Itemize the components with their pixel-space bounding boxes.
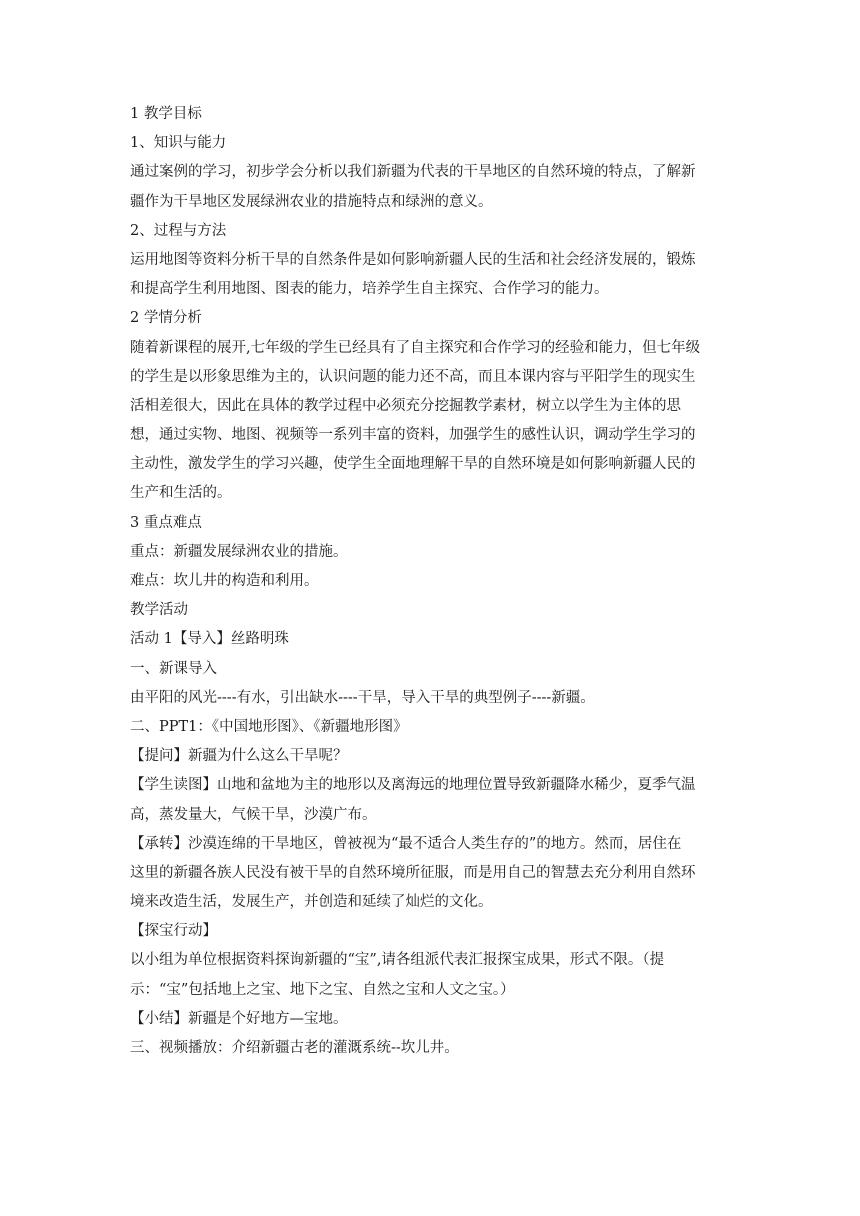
paragraph-line: 这里的新疆各族人民没有被干旱的自然环境所征服，而是用自己的智慧去充分利用自然环 xyxy=(130,864,696,881)
paragraph-line: 示：“宝”包括地上之宝、地下之宝、自然之宝和人文之宝。） xyxy=(130,981,515,998)
heading-teaching-activities: 教学活动 xyxy=(130,602,188,619)
paragraph-line: 难点：坎儿井的构造和利用。 xyxy=(130,573,319,589)
paragraph-line: 【探宝行动】 xyxy=(130,923,217,940)
paragraph-line: 疆作为干旱地区发展绿洲农业的措施特点和绿洲的意义。 xyxy=(130,193,493,210)
paragraph-line: 活相差很大，因此在具体的教学过程中必须充分挖掘教学素材，树立以学生为主体的思 xyxy=(130,397,681,414)
paragraph-line: 和提高学生利用地图、图表的能力，培养学生自主探究、合作学习的能力。 xyxy=(130,281,609,298)
paragraph-line: 【承转】沙漠连绵的干旱地区，曾被视为“最不适合人类生存的”的地方。然而，居住在 xyxy=(130,835,682,852)
paragraph-line: 境来改造生活，发展生产，并创造和延续了灿烂的文化。 xyxy=(130,894,493,911)
heading-key-difficult-points: 3 重点难点 xyxy=(130,514,202,531)
paragraph-line: 【小结】新疆是个好地方—宝地。 xyxy=(130,1010,348,1027)
paragraph-line: 高，蒸发量大，气候干旱，沙漠广布。 xyxy=(130,806,377,823)
paragraph-line: 由平阳的风光----有水，引出缺水----干旱，导入干旱的典型例子----新疆。 xyxy=(130,689,595,706)
paragraph-line: 想，通过实物、地图、视频等一系列丰富的资料，加强学生的感性认识，调动学生学习的 xyxy=(130,427,696,444)
paragraph-line: 重点：新疆发展绿洲农业的措施。 xyxy=(130,543,348,560)
heading-student-analysis: 2 学情分析 xyxy=(130,310,202,327)
paragraph-line: 【提问】新疆为什么这么干旱呢？ xyxy=(130,748,348,765)
subheading-new-lesson-intro: 一、新课导入 xyxy=(130,660,217,677)
subheading-ppt1: 二、PPT1：《中国地形图》、《新疆地形图》 xyxy=(130,718,408,735)
paragraph-line: 主动性，激发学生的学习兴趣，使学生全面地理解干旱的自然环境是如何影响新疆人民的 xyxy=(130,456,696,473)
subheading-process-method: 2、过程与方法 xyxy=(130,222,227,239)
subheading-video: 三、视频播放：介绍新疆古老的灌溉系统--坎儿井。 xyxy=(130,1040,459,1056)
paragraph-line: 生产和生活的。 xyxy=(130,485,232,502)
paragraph-line: 运用地图等资料分析干旱的自然条件是如何影响新疆人民的生活和社会经济发展的，锻炼 xyxy=(130,251,696,268)
document-page xyxy=(130,100,742,1063)
paragraph-line: 的学生是以形象思维为主的，认识问题的能力还不高，而且本课内容与平阳学生的现实生 xyxy=(130,368,696,385)
paragraph-line: 以小组为单位根据资料探询新疆的“宝”,请各组派代表汇报探宝成果，形式不限。（提 xyxy=(130,952,665,969)
paragraph-line: 通过案例的学习，初步学会分析以我们新疆为代表的干旱地区的自然环境的特点，了解新 xyxy=(130,164,696,181)
subheading-knowledge-ability: 1、知识与能力 xyxy=(130,135,227,152)
heading-teaching-goals: 1 教学目标 xyxy=(130,106,202,122)
subheading-activity-1: 活动 1【导入】丝路明珠 xyxy=(130,631,289,648)
paragraph-line: 随着新课程的展开,七年级的学生已经具有了自主探究和合作学习的经验和能力，但七年级 xyxy=(130,339,701,356)
paragraph-line: 【学生读图】山地和盆地为主的地形以及离海远的地理位置导致新疆降水稀少，夏季气温 xyxy=(130,777,696,794)
